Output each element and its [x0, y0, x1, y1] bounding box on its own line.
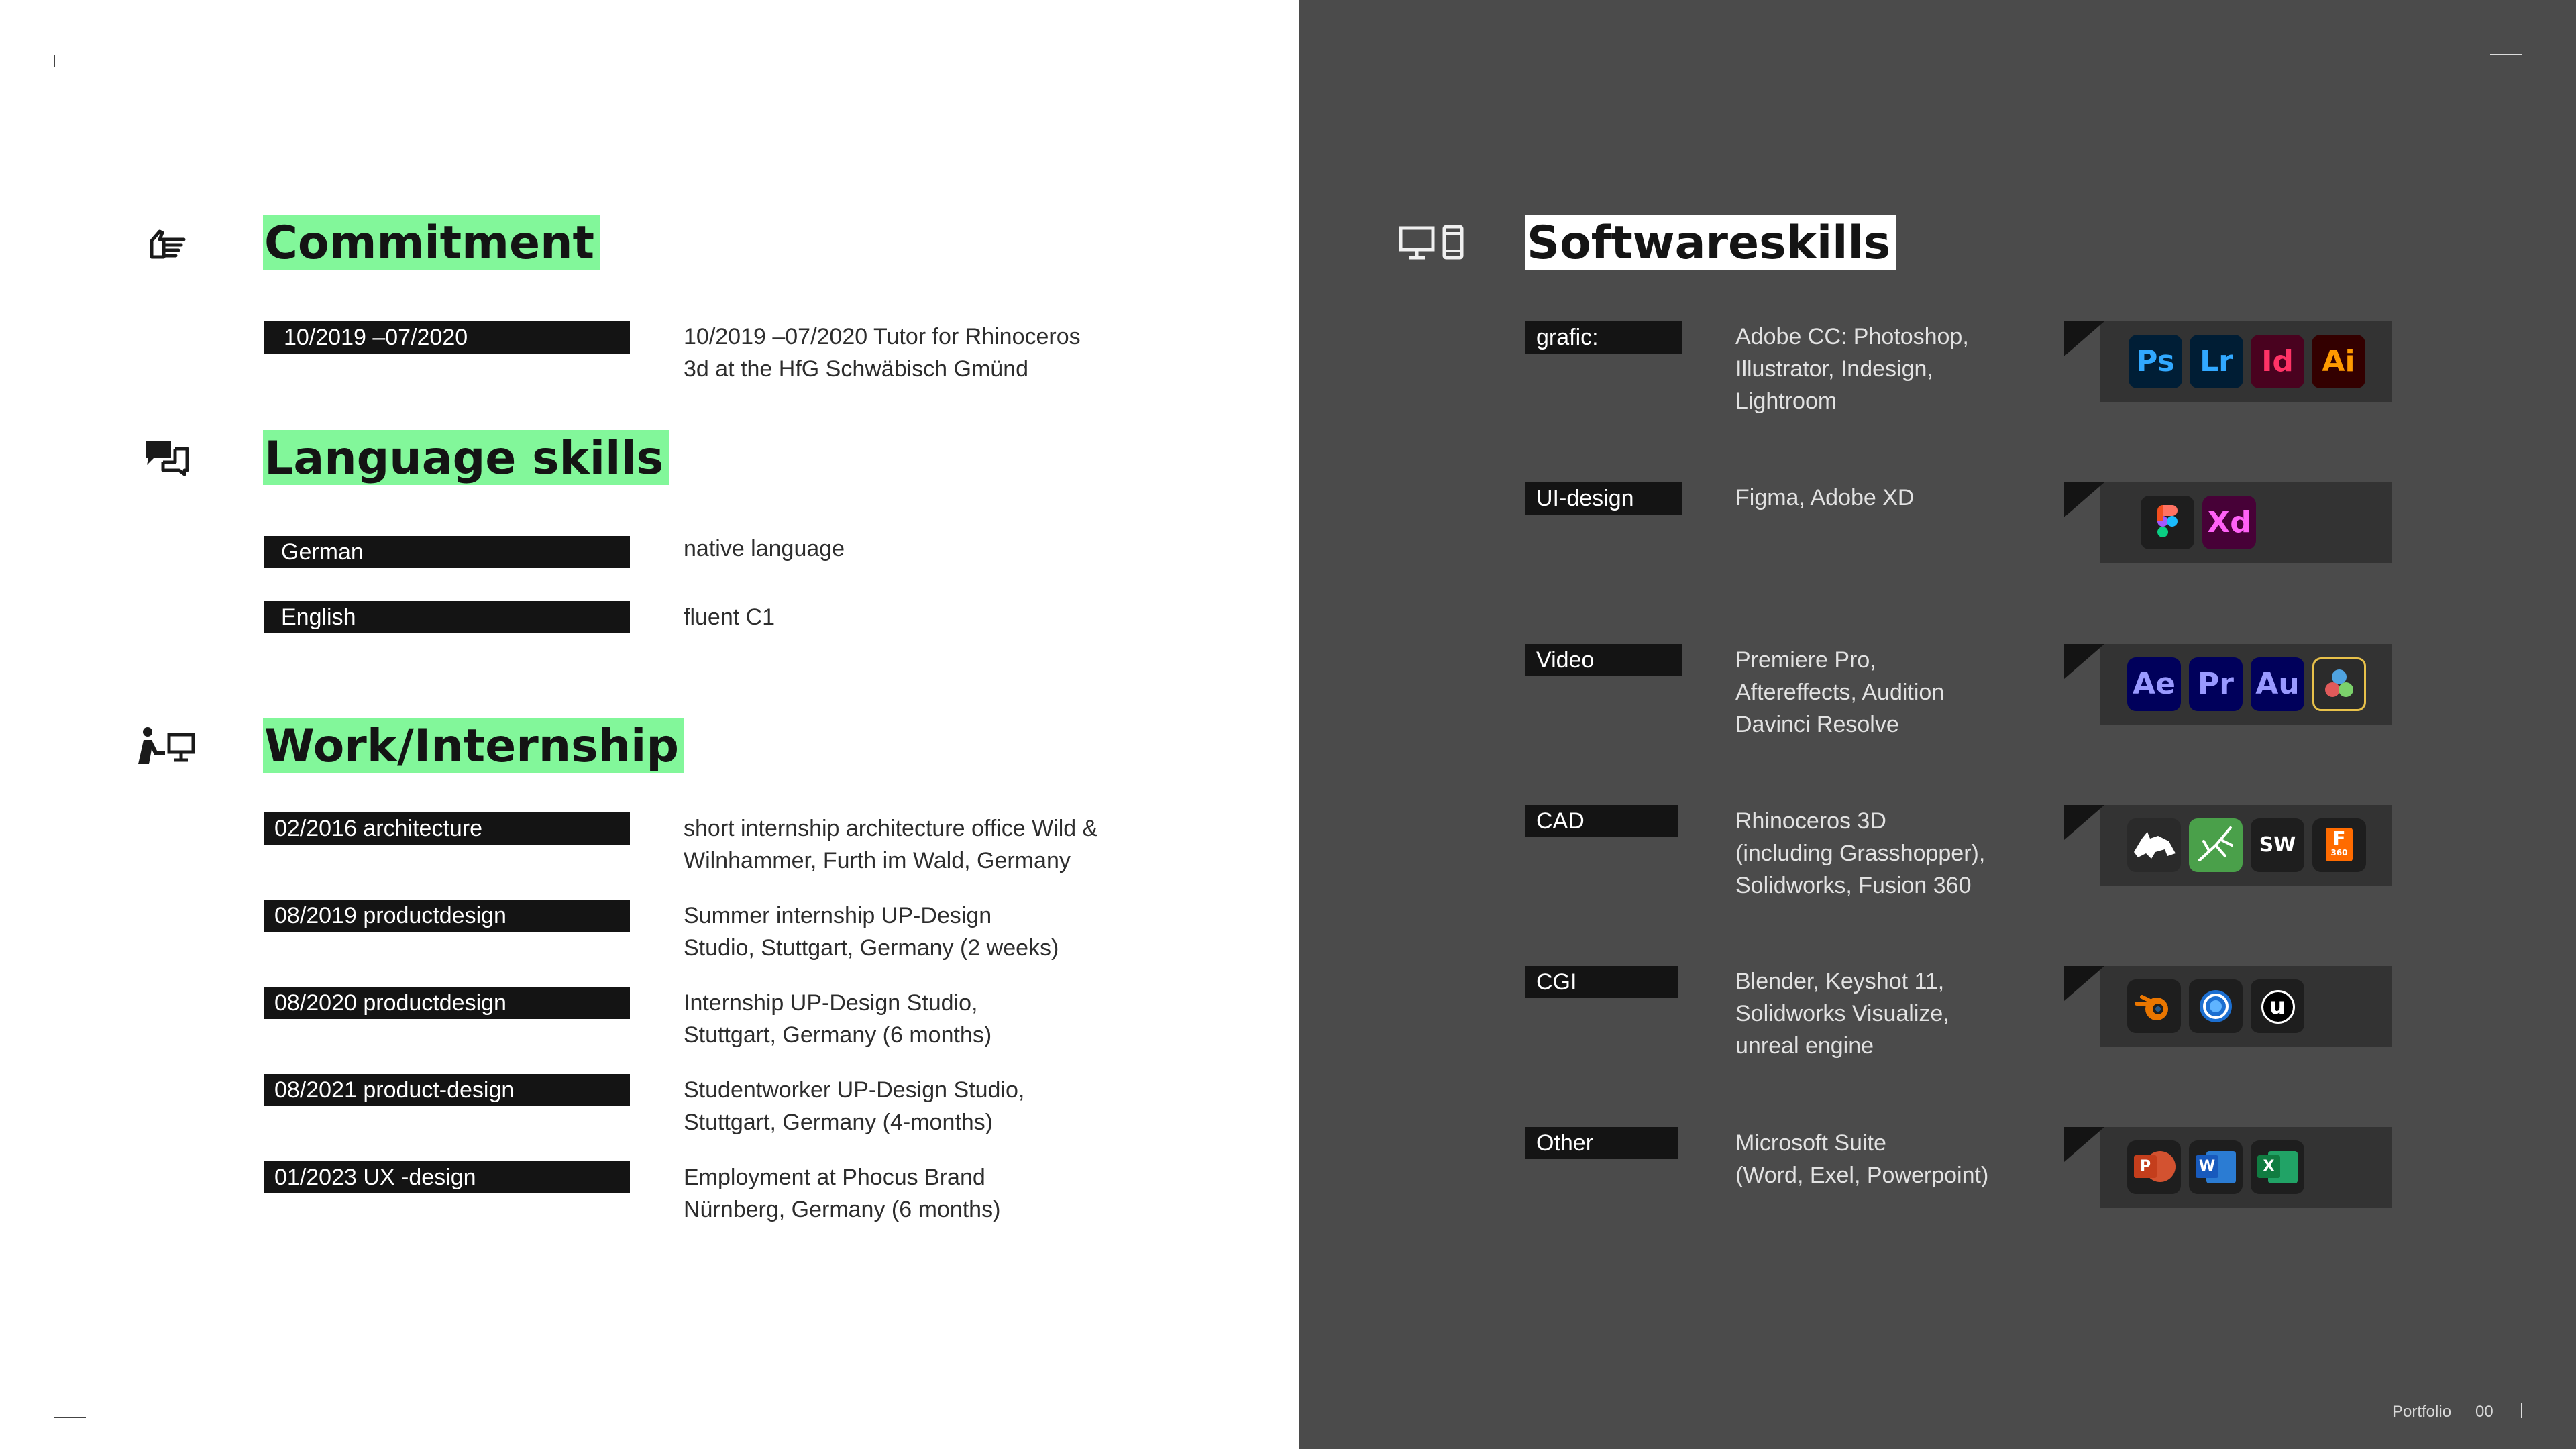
panel-corner: [2064, 644, 2104, 679]
language-desc-german: native language: [684, 536, 845, 561]
panel-corner: [2064, 482, 2104, 517]
commitment-title: Commitment: [263, 215, 600, 270]
software-desc-cgi: Blender, Keyshot 11, Solidworks Visualize, unreal engine: [1735, 969, 1949, 1059]
software-icons-ui-design: [2100, 482, 2392, 563]
software-tag-ui-design: UI-design: [1525, 482, 1682, 515]
corner-mark-top-right: [2490, 54, 2522, 55]
softwareskills-title: Softwareskills: [1525, 215, 1896, 270]
commitment-description: 10/2019 –07/2020 Tutor for Rhinoceros 3d at the HfG Schwäbisch Gmünd: [684, 324, 1081, 382]
word-icon: W: [2189, 1140, 2243, 1194]
indesign-icon: Id: [2251, 335, 2304, 388]
lightroom-icon: Lr: [2190, 335, 2243, 388]
footer-page-number: 00: [2475, 1403, 2493, 1421]
software-icons-other: [2100, 1127, 2392, 1208]
person-at-computer-icon: [134, 727, 196, 770]
software-icons-cgi: [2100, 966, 2392, 1046]
keyshot-icon: [2189, 979, 2243, 1033]
software-tag-other: Other: [1525, 1127, 1678, 1159]
grasshopper-icon: [2189, 818, 2243, 872]
software-icons-cad: [2100, 805, 2392, 885]
figma-icon: [2141, 496, 2194, 549]
software-tag-cad: CAD: [1525, 805, 1678, 837]
panel-corner: [2064, 805, 2104, 840]
rhinoceros-icon: [2127, 818, 2181, 872]
language-skills-title: Language skills: [263, 430, 669, 485]
software-tag-cgi: CGI: [1525, 966, 1678, 998]
work-tag-5: 01/2023 UX -design: [264, 1161, 630, 1193]
adobe-xd-icon: Xd: [2202, 496, 2256, 549]
software-desc-video: Premiere Pro, Aftereffects, Audition Davinci Resolve: [1735, 647, 1945, 737]
software-desc-ui-design: Figma, Adobe XD: [1735, 485, 1915, 511]
software-tag-video: Video: [1525, 644, 1682, 676]
footer-page-divider: [2521, 1403, 2522, 1418]
solidworks-icon: SW: [2251, 818, 2304, 872]
software-icons-video: [2100, 644, 2392, 724]
language-tag-german: German: [264, 536, 630, 568]
corner-mark-top-left: [54, 55, 55, 67]
panel-corner: [2064, 966, 2104, 1001]
work-tag-1: 02/2016 architecture: [264, 812, 630, 845]
corner-mark-bottom-left: [54, 1417, 86, 1418]
work-desc-2: Summer internship UP-Design Studio, Stuttgart, Germany (2 weeks): [684, 903, 1059, 961]
commitment-tag: 10/2019 –07/2020: [264, 321, 630, 354]
work-desc-4: Studentworker UP-Design Studio, Stuttgart, Germany (4-months): [684, 1077, 1025, 1135]
illustrator-icon: Ai: [2312, 335, 2365, 388]
premiere-pro-icon: Pr: [2189, 657, 2243, 711]
panel-corner: [2064, 1127, 2104, 1162]
work-tag-2: 08/2019 productdesign: [264, 900, 630, 932]
software-icons-grafic: [2100, 321, 2392, 402]
work-desc-1: short internship architecture office Wild & Wilnhammer, Furth im Wald, Germany: [684, 816, 1098, 873]
panel-corner: [2064, 321, 2104, 356]
unreal-engine-icon: u: [2251, 979, 2304, 1033]
blender-icon: [2127, 979, 2181, 1033]
work-tag-4: 08/2021 product-design: [264, 1074, 630, 1106]
language-tag-english: English: [264, 601, 630, 633]
photoshop-icon: Ps: [2129, 335, 2182, 388]
davinci-resolve-icon: [2312, 657, 2366, 711]
excel-icon: X: [2251, 1140, 2304, 1194]
work-tag-3: 08/2020 productdesign: [264, 987, 630, 1019]
after-effects-icon: Ae: [2127, 657, 2181, 711]
footer-label: Portfolio: [2392, 1403, 2452, 1421]
powerpoint-icon: P: [2127, 1140, 2181, 1194]
language-desc-english: fluent C1: [684, 604, 775, 630]
audition-icon: Au: [2251, 657, 2304, 711]
work-desc-5: Employment at Phocus Brand Nürnberg, Germany (6 months): [684, 1165, 1001, 1222]
work-internship-title: Work/Internship: [263, 718, 684, 773]
software-desc-grafic: Adobe CC: Photoshop, Illustrator, Indesign, Lightroom: [1735, 324, 1969, 414]
software-desc-cad: Rhinoceros 3D (including Grasshopper), Solidworks, Fusion 360: [1735, 808, 1986, 898]
chat-bubbles-icon: [143, 438, 190, 479]
software-tag-grafic: grafic:: [1525, 321, 1682, 354]
work-desc-3: Internship UP-Design Studio, Stuttgart, Germany (6 months): [684, 990, 992, 1048]
fusion-360-icon: F 360: [2312, 818, 2366, 872]
desktop-and-phone-icon: [1399, 225, 1466, 264]
software-desc-other: Microsoft Suite (Word, Exel, Powerpoint): [1735, 1130, 1989, 1188]
hand-pointing-icon: [148, 223, 189, 264]
